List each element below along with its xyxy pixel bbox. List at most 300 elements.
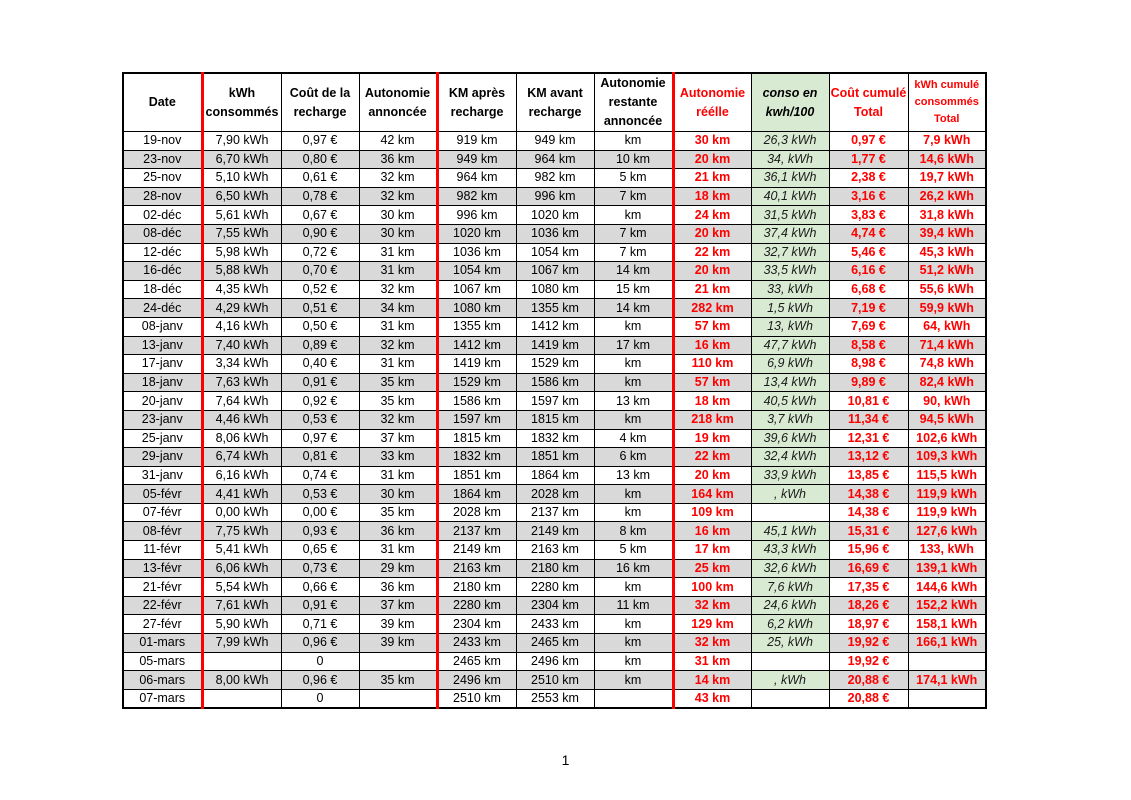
cell-autonomie-restante: 14 km [594,299,673,318]
cell-kwh: 7,55 kWh [202,224,281,243]
cell-cout: 0,71 € [281,615,359,634]
cell-km-apres: 964 km [437,169,516,188]
cell-kwh-cumule: 45,3 kWh [908,243,986,262]
header-km-apres: KM après recharge [437,73,516,132]
cell-date: 23-janv [123,410,202,429]
cell-km-apres: 1864 km [437,485,516,504]
cell-kwh-cumule: 7,9 kWh [908,132,986,151]
cell-kwh: 7,99 kWh [202,634,281,653]
cell-date: 08-janv [123,317,202,336]
cell-cout: 0,97 € [281,429,359,448]
cell-conso: , kWh [751,485,829,504]
cell-autonomie: 39 km [359,615,437,634]
cell-conso: 34, kWh [751,150,829,169]
table-row [123,485,986,504]
cell-conso: 13,4 kWh [751,373,829,392]
cell-autonomie-restante: 13 km [594,466,673,485]
cell-kwh-cumule: 174,1 kWh [908,671,986,690]
cell-cout-cumule: 15,31 € [829,522,908,541]
cell-km-apres: 2510 km [437,689,516,708]
cell-km-apres: 2149 km [437,541,516,560]
table-row [123,373,986,392]
cell-cout: 0,93 € [281,522,359,541]
cell-autonomie-restante: km [594,503,673,522]
cell-conso: 6,2 kWh [751,615,829,634]
header-kwh: kWh consommés [202,73,281,132]
cell-autonomie-restante: 8 km [594,522,673,541]
cell-autonomie: 30 km [359,224,437,243]
cell-cout-cumule: 14,38 € [829,485,908,504]
table-row [123,299,986,318]
cell-autonomie: 32 km [359,336,437,355]
cell-km-apres: 1067 km [437,280,516,299]
header-km-avant: KM avant recharge [516,73,594,132]
cell-autonomie: 31 km [359,466,437,485]
cell-autonomie-restante: km [594,578,673,597]
cell-kwh: 5,98 kWh [202,243,281,262]
cell-cout-cumule: 8,58 € [829,336,908,355]
cell-autonomie-reelle: 19 km [673,429,751,448]
cell-kwh-cumule: 152,2 kWh [908,596,986,615]
cell-km-avant: 1529 km [516,355,594,374]
cell-km-apres: 2028 km [437,503,516,522]
cell-cout: 0,73 € [281,559,359,578]
table-row [123,317,986,336]
cell-kwh: 7,64 kWh [202,392,281,411]
cell-autonomie: 39 km [359,634,437,653]
cell-km-avant: 1586 km [516,373,594,392]
cell-date: 27-févr [123,615,202,634]
cell-kwh: 4,29 kWh [202,299,281,318]
cell-cout-cumule: 6,16 € [829,262,908,281]
cell-cout: 0,50 € [281,317,359,336]
cell-cout: 0,65 € [281,541,359,560]
cell-cout: 0,52 € [281,280,359,299]
cell-kwh: 7,61 kWh [202,596,281,615]
cell-km-apres: 2433 km [437,634,516,653]
cell-date: 17-janv [123,355,202,374]
cell-conso: 39,6 kWh [751,429,829,448]
table-row [123,634,986,653]
cell-autonomie: 30 km [359,485,437,504]
cell-kwh: 7,63 kWh [202,373,281,392]
cell-kwh: 5,10 kWh [202,169,281,188]
cell-autonomie: 35 km [359,392,437,411]
cell-cout-cumule: 2,38 € [829,169,908,188]
table-row [123,355,986,374]
table-body [123,132,986,709]
cell-autonomie: 36 km [359,522,437,541]
cell-km-apres: 1529 km [437,373,516,392]
cell-kwh-cumule: 39,4 kWh [908,224,986,243]
cell-autonomie: 42 km [359,132,437,151]
cell-km-avant: 1851 km [516,448,594,467]
cell-date: 19-nov [123,132,202,151]
cell-autonomie: 36 km [359,150,437,169]
cell-km-apres: 1412 km [437,336,516,355]
table-row [123,262,986,281]
cell-cout-cumule: 11,34 € [829,410,908,429]
cell-cout: 0,89 € [281,336,359,355]
cell-cout: 0,72 € [281,243,359,262]
cell-kwh-cumule: 19,7 kWh [908,169,986,188]
cell-conso: 32,7 kWh [751,243,829,262]
cell-autonomie-restante: km [594,317,673,336]
cell-cout: 0,53 € [281,410,359,429]
cell-autonomie-reelle: 30 km [673,132,751,151]
cell-autonomie-reelle: 20 km [673,150,751,169]
cell-kwh-cumule: 166,1 kWh [908,634,986,653]
cell-autonomie-reelle: 24 km [673,206,751,225]
cell-conso [751,689,829,708]
cell-autonomie-restante: 11 km [594,596,673,615]
cell-date: 18-janv [123,373,202,392]
cell-kwh-cumule: 115,5 kWh [908,466,986,485]
cell-autonomie: 35 km [359,671,437,690]
cell-cout: 0,96 € [281,671,359,690]
cell-cout-cumule: 13,12 € [829,448,908,467]
cell-cout: 0,00 € [281,503,359,522]
cell-conso [751,652,829,671]
header-autonomie-restante: Autonomie restante annoncée [594,73,673,132]
cell-cout-cumule: 13,85 € [829,466,908,485]
cell-date: 16-déc [123,262,202,281]
cell-autonomie: 32 km [359,169,437,188]
cell-autonomie-reelle: 14 km [673,671,751,690]
cell-kwh: 8,06 kWh [202,429,281,448]
cell-cout-cumule: 17,35 € [829,578,908,597]
cell-kwh-cumule: 119,9 kWh [908,485,986,504]
cell-kwh-cumule: 31,8 kWh [908,206,986,225]
cell-autonomie-restante: 5 km [594,169,673,188]
cell-km-apres: 1597 km [437,410,516,429]
cell-kwh-cumule: 102,6 kWh [908,429,986,448]
cell-cout: 0,66 € [281,578,359,597]
cell-autonomie-restante: km [594,206,673,225]
cell-autonomie-restante: 7 km [594,187,673,206]
cell-km-avant: 1355 km [516,299,594,318]
cell-km-avant: 964 km [516,150,594,169]
cell-date: 07-févr [123,503,202,522]
cell-autonomie-reelle: 18 km [673,187,751,206]
cell-autonomie: 37 km [359,429,437,448]
cell-kwh: 7,40 kWh [202,336,281,355]
cell-kwh-cumule: 109,3 kWh [908,448,986,467]
cell-kwh-cumule: 144,6 kWh [908,578,986,597]
cell-cout-cumule: 14,38 € [829,503,908,522]
cell-km-avant: 1020 km [516,206,594,225]
cell-date: 13-févr [123,559,202,578]
cell-cout-cumule: 20,88 € [829,689,908,708]
cell-cout: 0,97 € [281,132,359,151]
cell-km-avant: 1412 km [516,317,594,336]
cell-autonomie-reelle: 110 km [673,355,751,374]
table-row [123,392,986,411]
cell-date: 13-janv [123,336,202,355]
cell-cout: 0,40 € [281,355,359,374]
cell-kwh-cumule: 14,6 kWh [908,150,986,169]
cell-cout: 0,81 € [281,448,359,467]
cell-autonomie: 35 km [359,503,437,522]
cell-kwh-cumule: 139,1 kWh [908,559,986,578]
header-autonomie-reelle: Autonomie réélle [673,73,751,132]
cell-autonomie: 35 km [359,373,437,392]
cell-km-avant: 1815 km [516,410,594,429]
table-row [123,206,986,225]
header-date: Date [123,73,202,132]
cell-km-avant: 2510 km [516,671,594,690]
cell-cout-cumule: 19,92 € [829,652,908,671]
cell-autonomie-reelle: 16 km [673,336,751,355]
cell-km-apres: 996 km [437,206,516,225]
page-number: 1 [561,752,570,768]
cell-conso: 32,4 kWh [751,448,829,467]
cell-km-apres: 982 km [437,187,516,206]
cell-kwh-cumule: 71,4 kWh [908,336,986,355]
cell-kwh-cumule: 94,5 kWh [908,410,986,429]
cell-kwh: 6,16 kWh [202,466,281,485]
table-row [123,596,986,615]
cell-km-avant: 1067 km [516,262,594,281]
cell-autonomie: 30 km [359,206,437,225]
cell-conso [751,503,829,522]
cell-autonomie-reelle: 22 km [673,243,751,262]
cell-cout-cumule: 10,81 € [829,392,908,411]
cell-conso: 40,1 kWh [751,187,829,206]
cell-conso: 32,6 kWh [751,559,829,578]
cell-kwh-cumule: 59,9 kWh [908,299,986,318]
header-cout-cumule: Coût cumulé Total [829,73,908,132]
cell-autonomie-reelle: 218 km [673,410,751,429]
cell-km-apres: 1832 km [437,448,516,467]
table-row [123,243,986,262]
cell-conso: 36,1 kWh [751,169,829,188]
table-row [123,652,986,671]
cell-km-avant: 1832 km [516,429,594,448]
cell-autonomie-restante [594,689,673,708]
cell-autonomie-restante: 4 km [594,429,673,448]
cell-conso: 1,5 kWh [751,299,829,318]
cell-kwh-cumule: 26,2 kWh [908,187,986,206]
table-row [123,169,986,188]
cell-km-avant: 1036 km [516,224,594,243]
table-row [123,466,986,485]
cell-km-apres: 1815 km [437,429,516,448]
cell-conso: , kWh [751,671,829,690]
cell-km-apres: 2280 km [437,596,516,615]
cell-autonomie-reelle: 282 km [673,299,751,318]
cell-cout-cumule: 3,83 € [829,206,908,225]
cell-kwh: 8,00 kWh [202,671,281,690]
cell-km-avant: 1597 km [516,392,594,411]
cell-cout-cumule: 5,46 € [829,243,908,262]
cell-conso: 33, kWh [751,280,829,299]
cell-autonomie-restante: 13 km [594,392,673,411]
cell-date: 12-déc [123,243,202,262]
cell-km-avant: 1080 km [516,280,594,299]
cell-autonomie-reelle: 20 km [673,466,751,485]
cell-autonomie-reelle: 18 km [673,392,751,411]
header-conso: conso en kwh/100 [751,73,829,132]
cell-date: 06-mars [123,671,202,690]
cell-autonomie-restante: 15 km [594,280,673,299]
cell-kwh-cumule: 55,6 kWh [908,280,986,299]
cell-date: 25-nov [123,169,202,188]
cell-km-avant: 1419 km [516,336,594,355]
cell-kwh: 4,46 kWh [202,410,281,429]
cell-conso: 7,6 kWh [751,578,829,597]
cell-km-apres: 2304 km [437,615,516,634]
cell-cout: 0,90 € [281,224,359,243]
cell-km-apres: 2137 km [437,522,516,541]
cell-cout: 0,61 € [281,169,359,188]
cell-autonomie: 33 km [359,448,437,467]
cell-kwh: 7,90 kWh [202,132,281,151]
cell-autonomie-restante: km [594,615,673,634]
cell-autonomie-reelle: 129 km [673,615,751,634]
header-cout: Coût de la recharge [281,73,359,132]
cell-date: 18-déc [123,280,202,299]
cell-kwh: 4,35 kWh [202,280,281,299]
cell-cout: 0,70 € [281,262,359,281]
cell-cout: 0,78 € [281,187,359,206]
cell-km-apres: 1419 km [437,355,516,374]
cell-kwh: 5,61 kWh [202,206,281,225]
cell-date: 08-déc [123,224,202,243]
cell-km-apres: 949 km [437,150,516,169]
cell-autonomie-reelle: 100 km [673,578,751,597]
cell-autonomie: 36 km [359,578,437,597]
table-row [123,448,986,467]
cell-autonomie-restante: 6 km [594,448,673,467]
header-row [123,73,986,132]
cell-autonomie-reelle: 32 km [673,634,751,653]
cell-km-apres: 1080 km [437,299,516,318]
cell-autonomie: 32 km [359,410,437,429]
cell-date: 07-mars [123,689,202,708]
cell-autonomie-reelle: 57 km [673,373,751,392]
cell-kwh: 6,70 kWh [202,150,281,169]
cell-autonomie-restante: km [594,373,673,392]
cell-autonomie-reelle: 21 km [673,280,751,299]
cell-km-avant: 982 km [516,169,594,188]
table-row [123,503,986,522]
cell-date: 29-janv [123,448,202,467]
cell-kwh: 7,75 kWh [202,522,281,541]
table-row [123,410,986,429]
cell-kwh: 5,90 kWh [202,615,281,634]
cell-cout: 0,67 € [281,206,359,225]
cell-date: 25-janv [123,429,202,448]
cell-cout-cumule: 9,89 € [829,373,908,392]
cell-cout: 0,53 € [281,485,359,504]
table-row [123,689,986,708]
cell-cout: 0 [281,689,359,708]
cell-date: 20-janv [123,392,202,411]
cell-conso: 43,3 kWh [751,541,829,560]
cell-conso: 6,9 kWh [751,355,829,374]
cell-kwh [202,652,281,671]
cell-kwh: 5,88 kWh [202,262,281,281]
table-row [123,187,986,206]
cell-autonomie-restante: 14 km [594,262,673,281]
cell-autonomie: 31 km [359,317,437,336]
cell-km-apres: 1586 km [437,392,516,411]
cell-conso: 33,5 kWh [751,262,829,281]
cell-km-apres: 2496 km [437,671,516,690]
cell-cout: 0,91 € [281,596,359,615]
cell-km-avant: 2163 km [516,541,594,560]
cell-autonomie-restante: 7 km [594,243,673,262]
cell-cout: 0,91 € [281,373,359,392]
cell-autonomie-restante: km [594,410,673,429]
cell-date: 11-févr [123,541,202,560]
cell-cout-cumule: 0,97 € [829,132,908,151]
cell-km-apres: 2180 km [437,578,516,597]
cell-cout: 0,51 € [281,299,359,318]
cell-autonomie-reelle: 20 km [673,224,751,243]
cell-date: 08-févr [123,522,202,541]
cell-kwh: 0,00 kWh [202,503,281,522]
cell-kwh-cumule: 90, kWh [908,392,986,411]
cell-autonomie: 31 km [359,262,437,281]
cell-autonomie-reelle: 25 km [673,559,751,578]
cell-autonomie-reelle: 31 km [673,652,751,671]
cell-kwh-cumule: 51,2 kWh [908,262,986,281]
cell-kwh: 5,41 kWh [202,541,281,560]
cell-cout-cumule: 15,96 € [829,541,908,560]
cell-kwh: 6,74 kWh [202,448,281,467]
cell-cout-cumule: 18,97 € [829,615,908,634]
cell-cout-cumule: 6,68 € [829,280,908,299]
cell-cout: 0,74 € [281,466,359,485]
table-row [123,522,986,541]
cell-km-apres: 1036 km [437,243,516,262]
cell-date: 05-févr [123,485,202,504]
cell-autonomie-reelle: 20 km [673,262,751,281]
cell-cout: 0,96 € [281,634,359,653]
cell-autonomie-restante: 7 km [594,224,673,243]
cell-autonomie-reelle: 21 km [673,169,751,188]
table-row [123,429,986,448]
cell-autonomie: 31 km [359,243,437,262]
cell-cout-cumule: 7,69 € [829,317,908,336]
cell-km-apres: 1355 km [437,317,516,336]
consumption-table [122,72,987,709]
cell-autonomie-restante: km [594,485,673,504]
cell-cout-cumule: 7,19 € [829,299,908,318]
cell-autonomie-reelle: 22 km [673,448,751,467]
table-row [123,671,986,690]
cell-cout-cumule: 3,16 € [829,187,908,206]
cell-date: 24-déc [123,299,202,318]
cell-conso: 26,3 kWh [751,132,829,151]
table-row [123,336,986,355]
cell-kwh: 5,54 kWh [202,578,281,597]
cell-date: 05-mars [123,652,202,671]
cell-km-apres: 919 km [437,132,516,151]
cell-conso: 37,4 kWh [751,224,829,243]
table-row [123,578,986,597]
cell-km-avant: 996 km [516,187,594,206]
cell-cout-cumule: 8,98 € [829,355,908,374]
cell-conso: 31,5 kWh [751,206,829,225]
cell-kwh-cumule: 158,1 kWh [908,615,986,634]
table-row [123,615,986,634]
cell-autonomie: 32 km [359,187,437,206]
cell-kwh-cumule: 133, kWh [908,541,986,560]
cell-km-avant: 2149 km [516,522,594,541]
